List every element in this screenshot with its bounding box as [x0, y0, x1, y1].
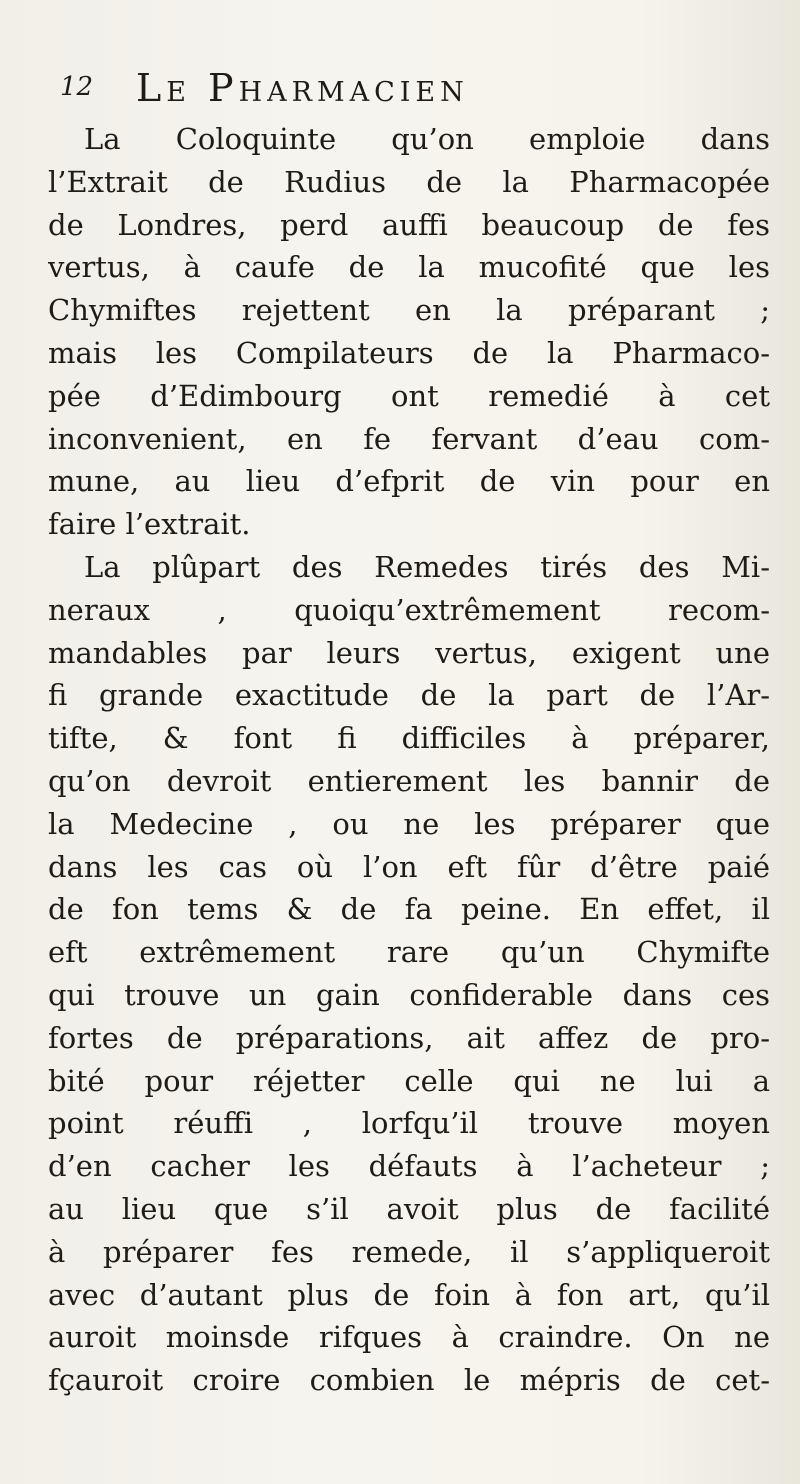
text-line: bité pour réjetter celle qui ne lui a: [48, 1063, 770, 1098]
text-line: mune, au lieu d’efprit de vin pour en: [48, 464, 770, 499]
text-line: point réuffi , lorfqu’il trouve moyen: [48, 1106, 770, 1141]
text-line: la Medecine , ou ne les préparer que: [48, 806, 770, 841]
text-line: qui trouve un gain confiderable dans ces: [48, 977, 770, 1012]
text-line: avec d’autant plus de foin à fon art, qu’il: [48, 1277, 770, 1312]
text-line: de fon tems & de fa peine. En effet, il: [48, 892, 770, 927]
text-line: de Londres, perd auffi beaucoup de fes: [48, 207, 770, 242]
text-line: Chymiftes rejettent en la préparant ;: [48, 293, 770, 328]
text-line: La plûpart des Remedes tirés des Mi-: [84, 549, 770, 584]
text-line: qu’on devroit entierement les bannir de: [48, 763, 770, 798]
page-header: [60, 66, 760, 110]
text-line: La Coloquinte qu’on emploie dans: [84, 122, 770, 156]
text-line: neraux , quoiqu’extrêmement recom-: [48, 592, 770, 627]
text-line: au lieu que s’il avoit plus de facilité: [48, 1191, 770, 1226]
text-line: dans les cas où l’on eft fûr d’être paié: [48, 849, 770, 884]
text-line: vertus, à caufe de la mucofité que les: [48, 250, 770, 285]
text-line: pée d’Edimbourg ont remedié à cet: [48, 378, 770, 413]
page-number: 12: [60, 72, 94, 102]
text-line: auroit moinsde rifques à craindre. On ne: [48, 1320, 770, 1355]
running-title: Le Pharmacien: [136, 66, 469, 110]
body-text: [48, 118, 770, 1402]
text-line: à préparer fes remede, il s’appliqueroit: [48, 1234, 770, 1269]
text-line: tifte, & font fi difficiles à préparer,: [48, 721, 770, 756]
text-line: fortes de préparations, ait affez de pro-: [48, 1020, 770, 1055]
text-line: eft extrêmement rare qu’un Chymifte: [48, 935, 770, 970]
text-line: faire l’extrait.: [48, 507, 251, 542]
text-line: l’Extrait de Rudius de la Pharmacopée: [48, 164, 770, 199]
text-line: d’en cacher les défauts à l’acheteur ;: [48, 1149, 770, 1184]
text-line: mais les Compilateurs de la Pharmaco-: [48, 335, 770, 370]
text-line: fçauroit croire combien le mépris de cet-: [48, 1363, 770, 1398]
text-line: inconvenient, en fe fervant d’eau com-: [48, 421, 770, 456]
text-line: fi grande exactitude de la part de l’Ar-: [48, 678, 770, 713]
text-line: mandables par leurs vertus, exigent une: [48, 635, 770, 670]
